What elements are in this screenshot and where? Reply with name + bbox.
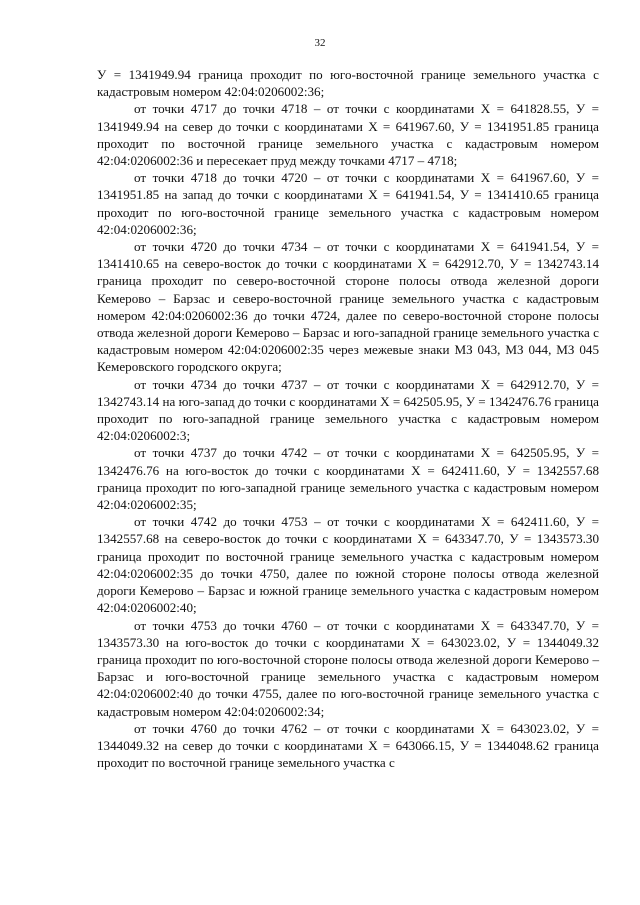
document-body [97, 66, 599, 771]
paragraph-segment-4760-4762: от точки 4760 до точки 4762 – от точки с координатами Х = 643023.02, У = 1344049.32 на север до точки с координатами Х = 643066.15, У = 1344048.62 граница проходит по восточной границе земельного участка с [97, 720, 599, 771]
page-number: 32 [314, 37, 326, 49]
paragraph-segment-4753-4760: от точки 4753 до точки 4760 – от точки с координатами Х = 643347.70, У = 1343573.30 на юго-восток до точки с координатами Х = 643023.02, У = 1344049.32 граница проходит по юго-восточной стороне полосы отвода железной дороги Кемерово – Барзас и юго-восточной границе земельного участка с кадастровым номером 42:04:0206002:40 до точки 4755, далее по юго-восточной границе земельного участка с кадастровым номером 42:04:0206002:34; [97, 617, 599, 719]
paragraph-segment-4718-4720: от точки 4718 до точки 4720 – от точки с координатами Х = 641967.60, У = 1341951.85 на запад до точки с координатами Х = 641941.54, У = 1341410.65 граница проходит по юго-восточной границе земельного участка с кадастровым номером 42:04:0206002:36; [97, 170, 599, 237]
paragraph-segment-4717-4718: от точки 4717 до точки 4718 – от точки с координатами Х = 641828.55, У = 1341949.94 на север до точки с координатами Х = 641967.60, У = 1341951.85 граница проходит по восточной границе земельного участка с кадастровым номером 42:04:0206002:36 и пересекает пруд между точками 4717 – 4718; [97, 101, 599, 169]
paragraph-segment-4742-4753: от точки 4742 до точки 4753 – от точки с координатами Х = 642411.60, У = 1342557.68 на северо-восток до точки с координатами Х = 643347.70, У = 1343573.30 граница проходит по восточной границе земельного участка с кадастровым номером 42:04:0206002:35 до точки 4750, далее по южной стороне полосы отвода железной дороги Кемерово – Барзас и южной границе земельного участка с кадастровым номером 42:04:0206002:40; [97, 514, 599, 616]
paragraph-continuation: У = 1341949.94 граница проходит по юго-восточной границе земельного участка с кадастровым номером 42:04:0206002:36; [97, 67, 599, 100]
paragraph-segment-4720-4734: от точки 4720 до точки 4734 – от точки с координатами Х = 641941.54, У = 1341410.65 на северо-восток до точки с координатами Х = 642912.70, У = 1342743.14 граница проходит по северо-восточной стороне полосы отвода железной дороги Кемерово – Барзас и северо-восточной границе земельного участка с кадастровым номером 42:04:0206002:36 до точки 4724, далее по северо-восточной стороне полосы отвода железной дороги Кемерово – Барзас и юго-западной границе земельного участка с кадастровым номером 42:04:0206002:35 через межевые знаки МЗ 043, МЗ 044, МЗ 045 Кемеровского городского округа; [97, 239, 599, 375]
paragraph-segment-4737-4742: от точки 4737 до точки 4742 – от точки с координатами Х = 642505.95, У = 1342476.76 на юго-восток до точки с координатами Х = 642411.60, У = 1342557.68 граница проходит по юго-западной границе земельного участка с кадастровым номером 42:04:0206002:35; [97, 445, 599, 513]
paragraph-segment-4734-4737: от точки 4734 до точки 4737 – от точки с координатами Х = 642912.70, У = 1342743.14 на юго-запад до точки с координатами Х = 642505.95, У = 1342476.76 граница проходит по юго-западной границе земельного участка с кадастровым номером 42:04:0206002:3; [97, 376, 599, 444]
